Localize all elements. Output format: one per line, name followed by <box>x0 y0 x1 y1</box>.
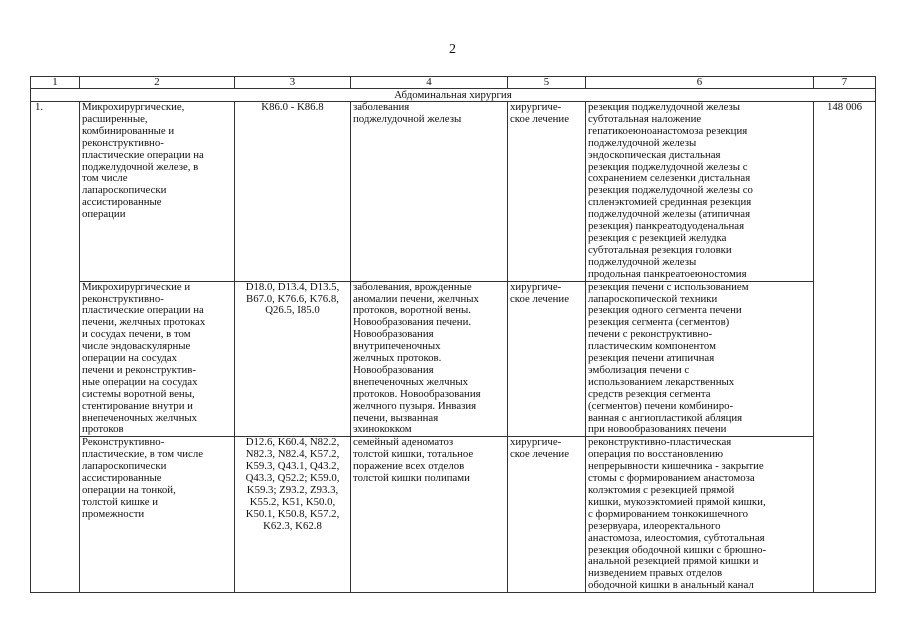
procedures-table <box>30 76 876 593</box>
column-header: 7 <box>814 77 876 89</box>
procedure-name: Микрохирургические и реконструктивно- пластические операции на печени, желчных протоках и сосудах печени, в том числе эндоваскулярные операции на сосудах печени и реконструктив- ные операции на сосудах системы воротной вены, стентирование внутри и внепеченочных желчных протоков <box>80 281 235 437</box>
icd-codes: D18.0, D13.4, D13.5, B67.0, K76.6, K76.8, Q26.5, I85.0 <box>235 281 351 437</box>
diagnosis: заболевания поджелудочной железы <box>351 102 508 282</box>
treatment-method: реконструктивно-пластическая операция по восстановлению непрерывности кишечника - закрытие стомы с формированием анастомоза колэктомия с резекцией прямой кишки, мукозэктомией прямой кишки, с формированием тонкокишечного резервуара, илеоректального анастомоза, илеостомия, субтотальная резекция ободочной кишки с брюшно- анальной резекцией прямой кишки и низведением правых отделов ободочной кишки в анальный канал <box>586 437 814 593</box>
treatment-method: резекция поджелудочной железы субтотальная наложение гепатикоеюноанастомоза резекция поджелудочной железы эндоскопическая дистальная резекция поджелудочной железы с сохранением селезенки дистальная резекция поджелудочной железы со спленэктомией срединная резекция поджелудочной железы (атипичная резекция) панкреатодуоденальная резекция с резекцией желудка субтотальная резекция головки поджелудочной железы продольная панкреатоеюностомия <box>586 102 814 282</box>
column-header: 2 <box>80 77 235 89</box>
table-row <box>31 102 876 282</box>
diagnosis: семейный аденоматоз толстой кишки, тотальное поражение всех отделов толстой кишки полипами <box>351 437 508 593</box>
column-header: 5 <box>508 77 586 89</box>
procedure-name: Реконструктивно- пластические, в том числе лапароскопически ассистированные операции на тонкой, толстой кишке и промежности <box>80 437 235 593</box>
procedure-name: Микрохирургические, расширенные, комбинированные и реконструктивно- пластические операции на поджелудочной железе, в том числе лапароскопически ассистированные операции <box>80 102 235 282</box>
column-header: 4 <box>351 77 508 89</box>
section-row <box>31 89 876 102</box>
diagnosis: заболевания, врожденные аномалии печени, желчных протоков, воротной вены. Новообразования печени. Новообразования внутрипеченочных желчных протоков. Новообразования внепеченочных желчных протоков. Новообразования желчного пузыря. Инвазия печени, вызванная эхинококком <box>351 281 508 437</box>
table-row <box>31 437 876 593</box>
section-title: Абдоминальная хирургия <box>31 89 876 102</box>
icd-codes: K86.0 - K86.8 <box>235 102 351 282</box>
row-number: 1. <box>31 102 80 593</box>
treatment-type: хирургиче- ское лечение <box>508 281 586 437</box>
column-number-row <box>31 77 876 89</box>
column-header: 1 <box>31 77 80 89</box>
column-header: 6 <box>586 77 814 89</box>
table-row <box>31 281 876 437</box>
treatment-type: хирургиче- ское лечение <box>508 437 586 593</box>
treatment-type: хирургиче- ское лечение <box>508 102 586 282</box>
price: 148 006 <box>814 102 876 593</box>
icd-codes: D12.6, K60.4, N82.2, N82.3, N82.4, K57.2, K59.3, Q43.1, Q43.2, Q43.3, Q52.2; K59.0, K59.3; Z93.2, Z93.3, K55.2, K51, K50.0, K50.1, K50.8, K57.2, K62.3, K62.8 <box>235 437 351 593</box>
page-number: 2 <box>449 42 456 57</box>
treatment-method: резекция печени с использованием лапароскопической техники резекция одного сегмента печени резекция сегмента (сегментов) печени с реконструктивно- пластическим компонентом резекция печени атипичная эмболизация печени с использованием лекарственных средств резекция сегмента (сегментов) печени комбиниро- ванная с ангиопластикой абляция при новообразованиях печени <box>586 281 814 437</box>
column-header: 3 <box>235 77 351 89</box>
